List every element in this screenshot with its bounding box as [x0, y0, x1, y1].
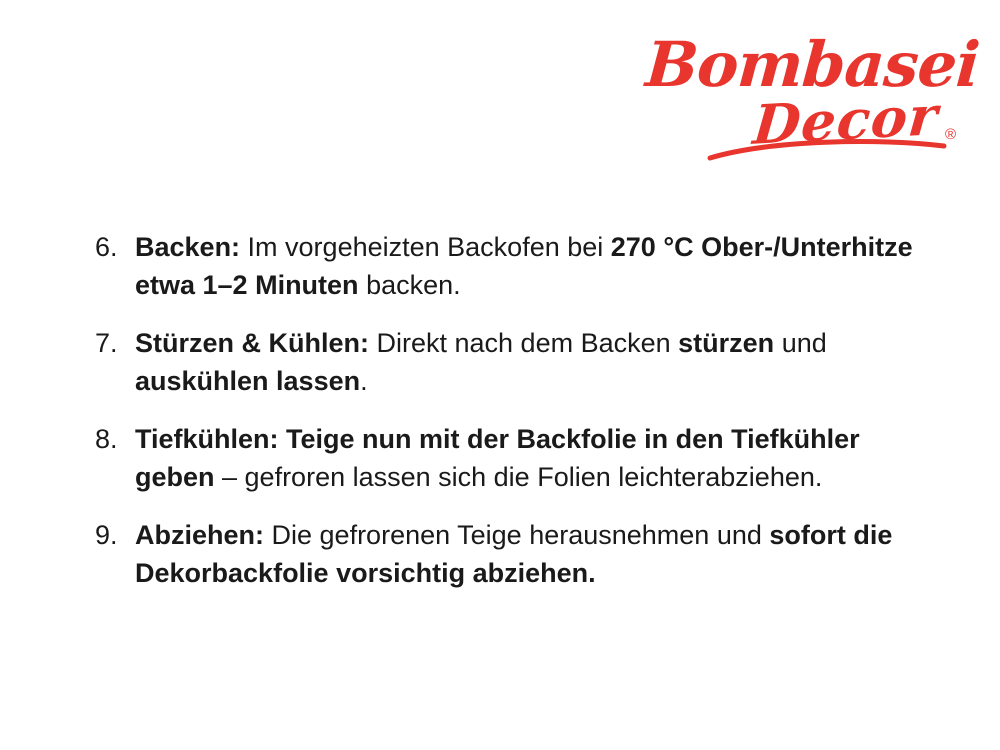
- step-text-emphasis: 270 °C Ober-/Unterhitze etwa 1–2 Minuten: [135, 232, 913, 300]
- brand-name: Bombasei: [643, 28, 982, 101]
- step-text-emphasis: Stürzen & Kühlen:: [135, 328, 369, 358]
- step-text-emphasis: auskühlen lassen: [135, 366, 361, 396]
- brand-sub-wrap: [646, 83, 956, 157]
- step-text-emphasis: Abziehen:: [135, 520, 265, 550]
- step-text-plain: – gefroren lassen sich die Folien leichterabziehen.: [214, 462, 823, 492]
- list-item: [95, 516, 925, 592]
- step-text-plain: Im vorgeheizten Backofen bei: [240, 232, 611, 262]
- step-text: [135, 228, 925, 304]
- step-text: [135, 324, 925, 400]
- step-text-plain: und: [774, 328, 827, 358]
- list-item: [95, 324, 925, 400]
- step-text-emphasis: sofort die Dekorbackfolie vorsichtig abziehen.: [135, 520, 893, 588]
- logo-swoosh-icon: [700, 136, 950, 166]
- list-item: [95, 420, 925, 496]
- step-number: 7.: [95, 328, 118, 358]
- step-text-plain: backen.: [358, 270, 461, 300]
- step-text: [135, 420, 925, 496]
- list-item: [95, 228, 925, 304]
- instruction-steps: [95, 228, 925, 612]
- step-text-emphasis: stürzen: [678, 328, 775, 358]
- step-text-emphasis: Tiefkühlen: Teige nun mit der Backfolie in den Tiefkühler geben: [135, 424, 860, 492]
- step-number: 6.: [95, 232, 118, 262]
- step-number: 9.: [95, 520, 118, 550]
- step-text: [135, 516, 925, 592]
- step-text-emphasis: Backen:: [135, 232, 241, 262]
- brand-logo: [643, 28, 982, 169]
- step-text-plain: .: [360, 366, 368, 396]
- step-text-plain: Die gefrorenen Teige herausnehmen und: [264, 520, 770, 550]
- step-text-plain: Direkt nach dem Backen: [369, 328, 679, 358]
- brand-sub: Decor: [751, 83, 942, 157]
- step-number: 8.: [95, 424, 118, 454]
- registered-mark: ®: [944, 126, 956, 143]
